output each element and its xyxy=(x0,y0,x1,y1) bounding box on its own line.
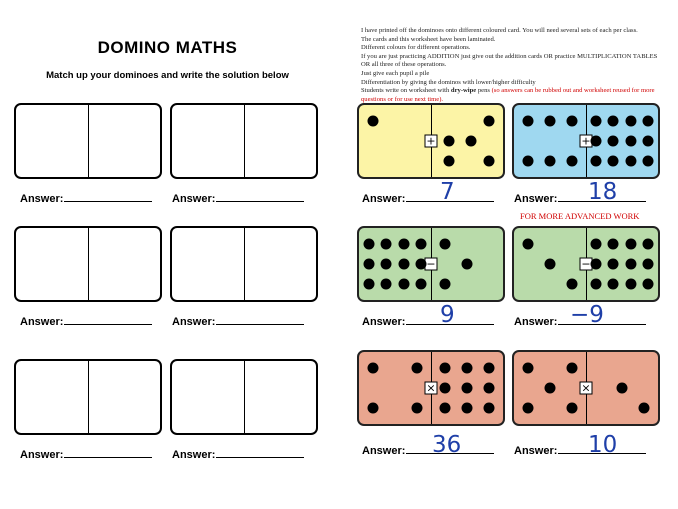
domino-pip xyxy=(545,259,556,270)
domino-pip xyxy=(625,156,636,167)
answer-field[interactable]: Answer: xyxy=(362,444,494,457)
blank-domino xyxy=(14,103,162,179)
domino-pip xyxy=(591,156,602,167)
handwritten-answer: 18 xyxy=(588,179,618,205)
domino-pip xyxy=(545,156,556,167)
domino-pip xyxy=(483,403,494,414)
domino-pip xyxy=(415,238,426,249)
note-line: Different colours for different operations. xyxy=(361,44,471,52)
domino-pip xyxy=(483,156,494,167)
answer-field[interactable]: Answer: xyxy=(20,315,152,328)
domino-pip xyxy=(364,238,375,249)
domino-subtraction-2 xyxy=(512,226,660,302)
domino-pip xyxy=(411,362,422,373)
domino-pip xyxy=(566,115,577,126)
domino-pip xyxy=(381,279,392,290)
domino-pip xyxy=(523,403,534,414)
answer-field[interactable]: Answer: xyxy=(362,192,494,205)
times-operator: × xyxy=(426,381,436,395)
domino-pip xyxy=(411,403,422,414)
teacher-notes xyxy=(361,27,673,104)
domino-pip xyxy=(642,115,653,126)
domino-pip xyxy=(523,362,534,373)
domino-pip xyxy=(608,136,619,147)
domino-pip xyxy=(465,136,476,147)
domino-pip xyxy=(566,403,577,414)
handwritten-answer: 7 xyxy=(440,179,455,205)
domino-pip xyxy=(523,156,534,167)
domino-pip xyxy=(608,156,619,167)
domino-pip xyxy=(545,115,556,126)
plus-operator: + xyxy=(581,134,591,148)
answer-field[interactable]: Answer: xyxy=(514,444,646,457)
domino-pip xyxy=(381,259,392,270)
note-line: If you are just practicing ADDITION just give out the addition cards OR practice MULTIPLICATION TABLES xyxy=(361,52,658,60)
note-line: Just give each pupil a pile xyxy=(361,69,430,77)
domino-pip xyxy=(625,259,636,270)
times-operator: × xyxy=(581,381,591,395)
domino-pip xyxy=(398,279,409,290)
domino-pip xyxy=(364,279,375,290)
domino-pip xyxy=(381,238,392,249)
domino-pip xyxy=(591,115,602,126)
blank-domino xyxy=(170,103,318,179)
domino-pip xyxy=(523,238,534,249)
domino-pip xyxy=(368,403,379,414)
note-line: The cards and this worksheet have been laminated. xyxy=(361,35,496,43)
note-line: I have printed off the dominoes onto different coloured card. You will need several sets of each per class. xyxy=(361,27,638,34)
blank-domino xyxy=(14,226,162,302)
domino-pip xyxy=(440,279,451,290)
domino-pip xyxy=(566,279,577,290)
domino-pip xyxy=(608,238,619,249)
answer-field[interactable]: Answer: xyxy=(172,192,304,205)
blank-domino xyxy=(170,226,318,302)
domino-pip xyxy=(642,279,653,290)
domino-pip xyxy=(398,259,409,270)
domino-pip xyxy=(462,383,473,394)
domino-pip xyxy=(625,279,636,290)
domino-pip xyxy=(440,403,451,414)
note-line: OR all three of these operations. xyxy=(361,61,447,69)
domino-pip xyxy=(483,383,494,394)
handwritten-answer: 10 xyxy=(588,432,618,458)
domino-pip xyxy=(642,156,653,167)
plus-operator: + xyxy=(426,134,436,148)
handwritten-answer: 36 xyxy=(432,432,462,458)
answer-field[interactable]: Answer: xyxy=(20,192,152,205)
domino-addition-2 xyxy=(512,103,660,179)
note-line: Students write on worksheet with dry-wipe pens (so answers can be rubbed out and worksheet reused for more questions or for use next time). xyxy=(361,87,655,103)
domino-pip xyxy=(368,362,379,373)
note-line: Differentiation by giving the dominos with lower/higher difficulty xyxy=(361,78,536,86)
domino-pip xyxy=(483,115,494,126)
domino-pip xyxy=(608,115,619,126)
domino-pip xyxy=(642,259,653,270)
answer-field[interactable]: Answer: xyxy=(20,448,152,461)
domino-addition-1 xyxy=(357,103,505,179)
domino-pip xyxy=(638,403,649,414)
domino-pip xyxy=(483,362,494,373)
blank-domino xyxy=(170,359,318,435)
domino-pip xyxy=(415,279,426,290)
domino-pip xyxy=(591,279,602,290)
answer-field[interactable]: Answer: xyxy=(514,192,646,205)
domino-pip xyxy=(591,238,602,249)
domino-pip xyxy=(398,238,409,249)
domino-pip xyxy=(444,156,455,167)
handwritten-answer: −9 xyxy=(570,302,604,328)
answer-field[interactable]: Answer: xyxy=(172,315,304,328)
domino-pip xyxy=(415,259,426,270)
domino-pip xyxy=(642,238,653,249)
domino-pip xyxy=(440,238,451,249)
answer-field[interactable]: Answer: xyxy=(514,315,646,328)
domino-pip xyxy=(566,156,577,167)
domino-pip xyxy=(364,259,375,270)
domino-pip xyxy=(462,403,473,414)
minus-operator: − xyxy=(426,257,436,271)
domino-pip xyxy=(642,136,653,147)
blank-domino xyxy=(14,359,162,435)
advanced-work-label: FOR MORE ADVANCED WORK xyxy=(520,211,640,221)
domino-pip xyxy=(545,383,556,394)
domino-pip xyxy=(440,362,451,373)
domino-pip xyxy=(608,279,619,290)
domino-pip xyxy=(440,383,451,394)
domino-pip xyxy=(462,259,473,270)
domino-pip xyxy=(523,115,534,126)
answer-field[interactable]: Answer: xyxy=(362,315,494,328)
domino-pip xyxy=(444,136,455,147)
domino-pip xyxy=(566,362,577,373)
domino-pip xyxy=(625,136,636,147)
worksheet-title: DOMINO MATHS xyxy=(97,38,238,57)
domino-pip xyxy=(462,362,473,373)
domino-pip xyxy=(591,136,602,147)
domino-pip xyxy=(608,259,619,270)
domino-pip xyxy=(617,383,628,394)
domino-pip xyxy=(625,238,636,249)
domino-pip xyxy=(368,115,379,126)
answer-field[interactable]: Answer: xyxy=(172,448,304,461)
domino-multiplication-1 xyxy=(357,350,505,426)
domino-pip xyxy=(591,259,602,270)
worksheet-subtitle: Match up your dominoes and write the solution below xyxy=(46,70,289,81)
domino-subtraction-1 xyxy=(357,226,505,302)
domino-pip xyxy=(625,115,636,126)
handwritten-answer: 9 xyxy=(440,302,455,328)
domino-multiplication-2 xyxy=(512,350,660,426)
minus-operator: − xyxy=(581,257,591,271)
